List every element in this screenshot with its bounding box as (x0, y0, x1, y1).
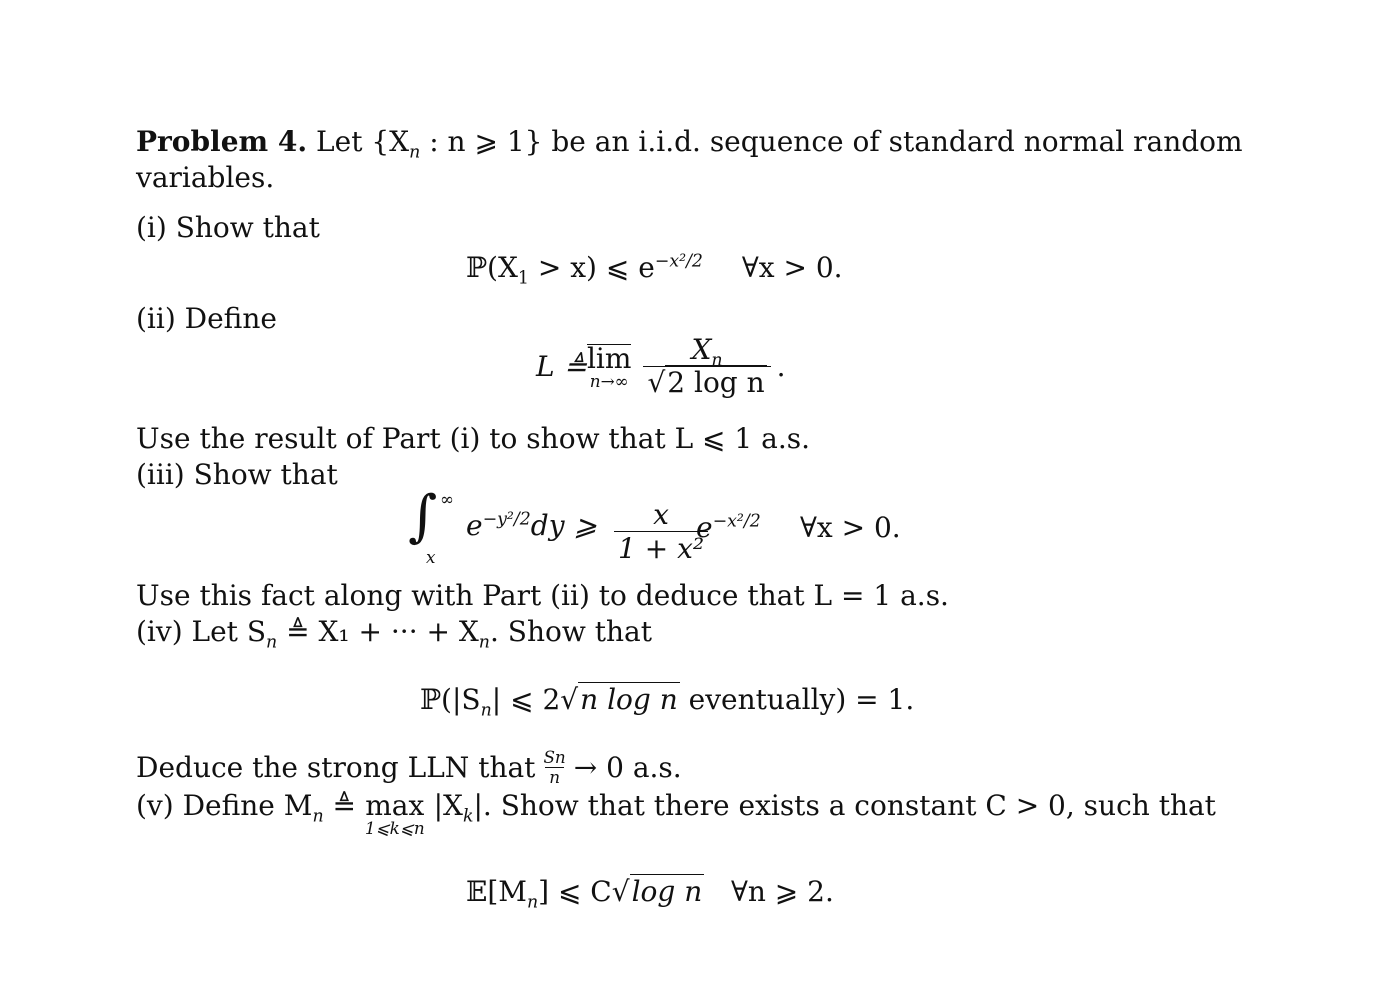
integral-lower: x (426, 547, 436, 567)
part-iii-rhs (696, 512, 761, 544)
part-iii-use: Use this fact along with Part (ii) to deduce that L = 1 a.s. (136, 579, 949, 612)
part-i-eq-mid: > x) ⩽ e (528, 251, 655, 284)
part-iii-label: (iii) Show that (136, 458, 338, 491)
part-iii-frac-den: 1 + x² (614, 531, 708, 565)
limsup-bottom: n→∞ (589, 370, 629, 391)
part-v-text-1: (v) Define M (136, 789, 313, 822)
part-iv-deduce-2: → 0 a.s. (573, 750, 682, 784)
intro-sub: n (409, 142, 421, 163)
part-v-text-2: ≜ (323, 789, 365, 822)
part-v-text-4: |. Show that there exists a constant C > 0, such that (473, 789, 1216, 822)
frac-num-x: X (691, 333, 712, 366)
part-iv-eq-2: | ⩽ 2 (491, 683, 561, 716)
integral-sign: ∫ (408, 484, 438, 549)
integrand-dy: dy ⩾ (530, 509, 597, 542)
problem-intro (136, 125, 1243, 163)
integrand-exp: −y²/2 (482, 509, 531, 530)
frac-num-sub: n (711, 350, 723, 371)
part-ii-fraction (643, 334, 770, 399)
part-v-equation: $𝔼[M_n]$ ⩽ C√log n ∀n ⩾ 2. (466, 875, 834, 913)
part-i-eq-rhs: ∀x > 0. (741, 251, 843, 284)
part-i-eq-sub: 1 (517, 268, 529, 289)
part-ii-label: (ii) Define (136, 302, 277, 335)
part-i-label: (i) Show that (136, 211, 320, 244)
part-iv-deduce (136, 748, 682, 788)
part-v-eq-rad: log n (631, 875, 703, 908)
part-ii-frac-num (687, 333, 726, 371)
part-iv-text-1: (iv) Let S (136, 615, 267, 648)
part-ii-eq-end: . (776, 349, 786, 383)
part-iii-fraction (614, 498, 708, 565)
part-iv-eq-3: eventually) = 1. (679, 683, 915, 716)
integral-upper: ∞ (440, 489, 454, 509)
part-ii-frac-den-rad: 2 log n (667, 366, 765, 400)
part-iii-forall: ∀x > 0. (800, 511, 901, 544)
part-i-equation (466, 251, 843, 289)
part-i-eq-exp: −x²/2 (654, 251, 703, 272)
part-v-sub: n (312, 806, 324, 827)
intro-text-2: : n ⩾ 1} be an i.i.d. sequence of standard normal random (420, 125, 1243, 158)
integrand-e: e (466, 509, 483, 542)
max-operator (364, 789, 425, 839)
part-v-sub2: k (462, 806, 474, 827)
part-iv-eq-1: ℙ(|S (420, 683, 481, 716)
part-iii-equation (408, 484, 908, 570)
part-iv-eq-rad: n log n (580, 683, 678, 716)
part-iv-sub: n (266, 632, 278, 653)
intro-line-2: variables. (136, 161, 275, 194)
part-ii-eq-L: L ≜ (536, 349, 587, 383)
max-sub: 1⩽k⩽n (364, 818, 425, 839)
part-v-eq-3: ∀n ⩾ 2. (704, 875, 834, 908)
integrand (466, 510, 597, 542)
deduce-frac-den: n (545, 767, 564, 787)
part-iv-deduce-1: Deduce the strong LLN that (136, 750, 536, 784)
part-iv-equation: $ℙ(|S_n|$ ⩽ 2√n log n eventually) = 1. (420, 683, 915, 721)
rhs-e: e (696, 511, 713, 544)
limsup (586, 341, 632, 391)
part-i-eq-lhs: ℙ(X (466, 251, 518, 284)
problem-heading: Problem 4. (136, 125, 308, 158)
part-v-eq-2: ] ⩽ C (538, 875, 612, 908)
deduce-frac-num: Sn (543, 747, 566, 767)
part-iv-text-2: ≜ X₁ + ··· + X (277, 615, 479, 648)
part-v-eq-1: 𝔼[M (466, 875, 527, 908)
intro-text-1: Let {X (316, 125, 410, 158)
part-iv-deduce-frac (539, 748, 569, 788)
part-iii-frac-num: x (653, 498, 669, 531)
part-ii-use: Use the result of Part (i) to show that L ⩽ 1 a.s. (136, 422, 810, 455)
part-v-label (136, 789, 1216, 839)
part-iv-label (136, 615, 652, 653)
rhs-exp: −x²/2 (712, 511, 761, 532)
limsup-top: lim (586, 341, 632, 375)
part-iv-sub2: n (478, 632, 490, 653)
part-v-text-3: |X (424, 789, 463, 822)
part-ii-equation (536, 334, 786, 399)
max-text: max (365, 789, 425, 822)
part-iv-eq-sub: n (480, 700, 492, 721)
part-ii-frac-den: √2 log n (643, 366, 770, 399)
part-iv-text-3: . Show that (489, 615, 652, 648)
part-v-eq-sub: n (526, 892, 539, 913)
